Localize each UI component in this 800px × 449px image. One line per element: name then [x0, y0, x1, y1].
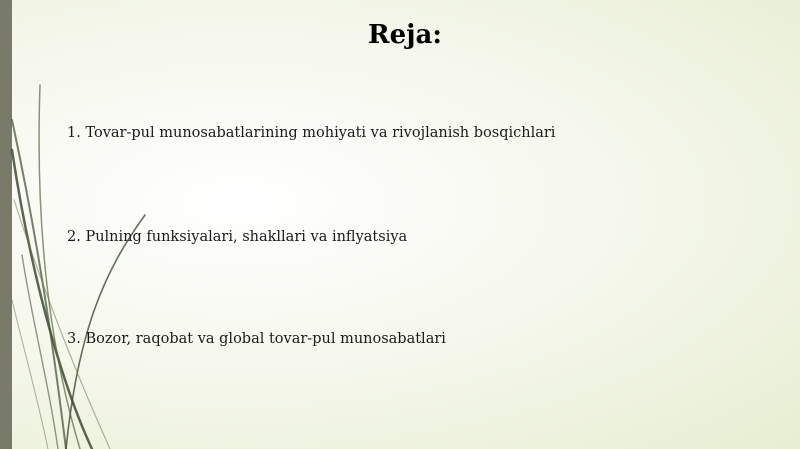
slide-title: Reja:	[367, 20, 442, 50]
agenda-item-2: 2. Pulning funksiyalari, shakllari va inflyatsiya	[67, 229, 408, 245]
agenda-item-1: 1. Tovar-pul munosabatlarining mohiyati va rivojlanish bosqichlari	[67, 125, 556, 141]
agenda-item-3: 3. Bozor, raqobat va global tovar-pul munosabatlari	[67, 331, 446, 347]
